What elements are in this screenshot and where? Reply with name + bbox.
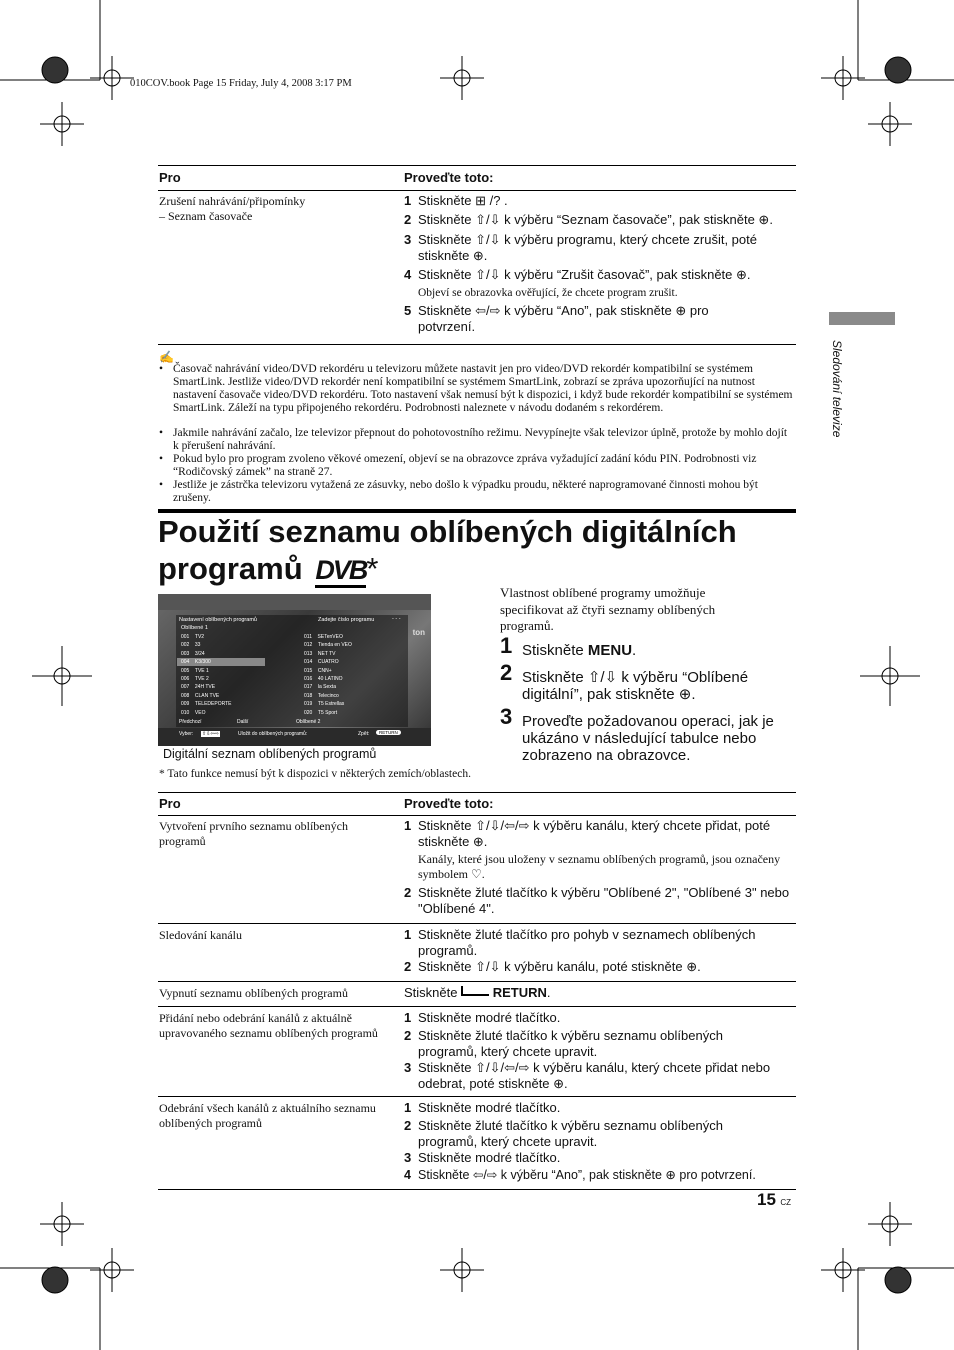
side-tab-label: Sledování televize xyxy=(830,340,844,438)
return-icon xyxy=(461,986,489,996)
screen-arrow-keys: ⇧⇩⇦⇨ xyxy=(202,731,219,737)
screen-back-label: Zpět: xyxy=(358,731,370,737)
screen-caption: Digitální seznam oblíbených programů xyxy=(163,747,377,761)
table2-row2-step-1: 1 Stiskněte žluté tlačítko pro pohyb v seznamech oblíbených programů. xyxy=(404,927,756,958)
table1-col1-header: Pro xyxy=(159,170,181,185)
table1-step-2: 2 Stiskněte ⇧/⇩ k výběru “Seznam časovače”, pak stiskněte ⊕. xyxy=(404,212,773,227)
dvb-logo: DVB xyxy=(315,555,366,588)
table2-row5-step-2: 2 Stiskněte žluté tlačítko k výběru seznamu oblíbených programů, který chcete upravit. xyxy=(404,1118,723,1149)
section-title: Použití seznamu oblíbených digitálních programů DVB* xyxy=(158,514,737,586)
table2-row5-step-1: 1 Stiskněte modré tlačítko. xyxy=(404,1100,561,1115)
table2-row3-action: Stiskněte RETURN. xyxy=(404,985,551,1000)
table1-step-4: 4 Stiskněte ⇧/⇩ k výběru “Zrušit časovač”, pak stiskněte ⊕. xyxy=(404,267,751,282)
screen-select-label: Vyber: xyxy=(179,731,194,737)
table2-row5-label: Odebrání všech kanálů z aktuálního seznamu oblíbených programů xyxy=(159,1101,376,1130)
screen-left-list: 001 TV2 002 33 003 3/24 004 K3/300 005 TVE 1 006 TVE 2 007 24H TVE 008 CLAN TVE 009 TELEDEPORTE 010 VEO xyxy=(181,634,232,716)
screen-next-label: Další xyxy=(237,719,249,725)
table1-step-5: 5 Stiskněte ⇦/⇨ k výběru “Ano”, pak stiskněte ⊕ pro potvrzení. xyxy=(404,303,709,334)
footnote: * Tato funkce nemusí být k dispozici v některých zemích/oblastech. xyxy=(159,768,471,780)
table2-row1-step-2: 2 Stiskněte žluté tlačítko k výběru "Oblíbené 2", "Oblíbené 3" nebo "Oblíbené 4". xyxy=(404,885,790,916)
note-1: • Časovač nahrávání video/DVD rekordéru u televizoru můžete nastavit jen pro video/DVD rekordér kompatibilní se systémem SmartLink. Jestliže video/DVD rekordér není kompatibilní se systémem SmartLink, zobrazí se zpráva upozorňující na nutnost nastavení časovače video/DVD rekordéru. Toto nastavení však nemusí být k dispozici, i když bude rekordér kompatibilní se systémem SmartLink. Záleží na typu připojeného rekordéru. Podrobnosti naleznete v návodu dodaném s rekordérem. xyxy=(159,363,793,414)
note-pencil-icon: ✍ xyxy=(159,350,174,364)
table2-row5-step-3: 3 Stiskněte modré tlačítko. xyxy=(404,1150,561,1165)
screen-return-key: RETURN xyxy=(376,730,401,735)
table1-step-1: 1 Stiskněte ⊞ /? . xyxy=(404,193,508,208)
side-tab-bar xyxy=(829,312,895,325)
table2-col2-header: Proveďte toto: xyxy=(404,796,494,811)
big-step-2: 2 Stiskněte ⇧/⇩ k výběru “Oblíbené digitální”, pak stiskněte ⊕. xyxy=(500,660,749,703)
note-3: • Pokud bylo pro program zvoleno věkové omezení, objeví se na obrazovce zpráva vyžadující zadání kódu PIN. Podrobnosti viz “Rodičovský zámek” na straně 27. xyxy=(159,453,757,478)
screen-right-list: 011 SETenVEO 012 Tienda en VEO 013 NET TV 014 CUATRO 015 CNN+ 016 40 LATINO 017 la Sexta 018 Telecinco 019 T5 Estrellas 020 T5 Sport xyxy=(304,634,352,716)
table1-row-label: Zrušení nahrávání/připomínky – Seznam časovače xyxy=(159,194,306,223)
note-4: • Jestliže je zástrčka televizoru vytažená ze zásuvky, nebo došlo k výpadku proudu, některé naprogramované činnosti mohou být zrušeny. xyxy=(159,479,758,504)
big-step-3: 3 Proveďte požadovanou operaci, jak je ukázáno v následující tabulce nebo zobrazeno na obrazovce. xyxy=(500,704,774,764)
table1-step-3: 3 Stiskněte ⇧/⇩ k výběru programu, který chcete zrušit, poté stiskněte ⊕. xyxy=(404,232,757,263)
table2-row4-label: Přidání nebo odebrání kanálů z aktuálně upravovaného seznamu oblíbených programů xyxy=(159,1011,378,1040)
table2-row1-note: Kanály, které jsou uloženy v seznamu oblíbených programů, jsou označeny symbolem ♡. xyxy=(418,852,781,881)
table2-row2-step-2: 2 Stiskněte ⇧/⇩ k výběru kanálu, poté stiskněte ⊕. xyxy=(404,959,701,974)
screen-subtitle: Oblíbené 1 xyxy=(181,625,208,631)
tv-screen xyxy=(158,594,431,746)
screen-right-dash: - - - xyxy=(392,616,401,622)
big-step-1: 1 Stiskněte MENU. xyxy=(500,633,637,659)
print-header: 010COV.book Page 15 Friday, July 4, 2008 3:17 PM xyxy=(130,78,352,89)
table2-row5-step-4: 4 Stiskněte ⇦/⇨ k výběru “Ano”, pak stiskněte ⊕ pro potvrzení. xyxy=(404,1168,756,1182)
screen-prev-label: Předchozí xyxy=(179,719,202,725)
page-number: 15 CZ xyxy=(757,1190,792,1209)
table2-row1-step-1: 1 Stiskněte ⇧/⇩/⇦/⇨ k výběru kanálu, který chcete přidat, poté stiskněte ⊕. xyxy=(404,818,771,849)
screen-save-label: Uložit do oblíbených programů: xyxy=(238,731,308,737)
table2-row3-label: Vypnutí seznamu oblíbených programů xyxy=(159,986,348,1000)
screen-right-title: Zadejte číslo programu xyxy=(318,617,375,623)
table2-row2-label: Sledování kanálu xyxy=(159,928,242,942)
table2-row1-label: Vytvoření prvního seznamu oblíbených programů xyxy=(159,819,348,848)
table2-col1-header: Pro xyxy=(159,796,181,811)
screen-fav2-label: Oblíbené 2 xyxy=(296,719,321,725)
table2-row4-step-1: 1 Stiskněte modré tlačítko. xyxy=(404,1010,561,1025)
intro-text: Vlastnost oblíbené programy umožňuje specifikovat až čtyři seznamy oblíbených programů. xyxy=(500,585,716,633)
table1-col2-header: Proveďte toto: xyxy=(404,170,494,185)
screen-bg-text: ton xyxy=(412,628,425,637)
note-2: • Jakmile nahrávání začalo, lze televizor přepnout do pohotovostního režimu. Nevypínejte však televizor úplně, protože by mohlo dojít k přerušení nahrávání. xyxy=(159,427,788,452)
table2-row4-step-2: 2 Stiskněte žluté tlačítko k výběru seznamu oblíbených programů, který chcete upravit. xyxy=(404,1028,723,1059)
screen-title: Nastavení oblíbených programů xyxy=(179,617,257,623)
table1-step-4-note: Objeví se obrazovka ověřující, že chcete program zrušit. xyxy=(418,287,678,299)
table2-row4-step-3: 3 Stiskněte ⇧/⇩/⇦/⇨ k výběru kanálu, který chcete přidat nebo odebrat, poté stiskněte ⊕. xyxy=(404,1060,771,1091)
